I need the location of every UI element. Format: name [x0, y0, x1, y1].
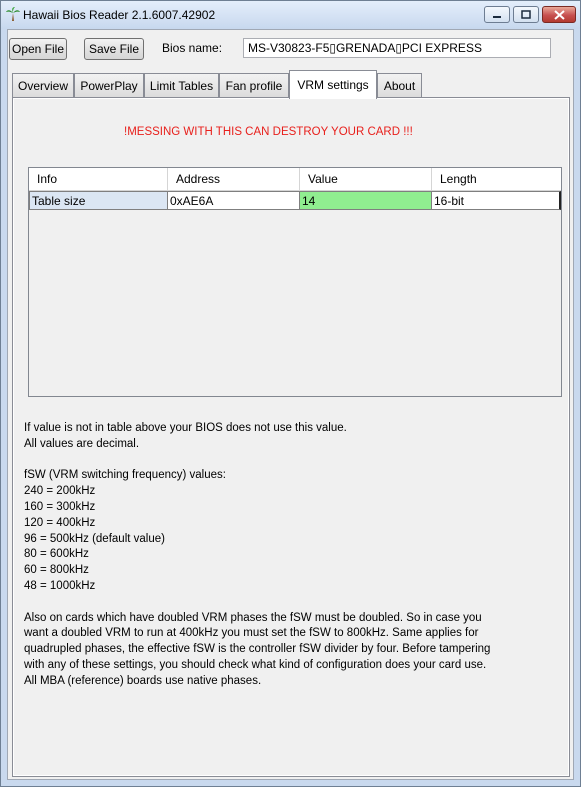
- note-line: quadrupled phases, the effective fSW is the controller fSW divider by four. Before tampering: [24, 643, 491, 656]
- panel-body: [14, 99, 568, 775]
- table-header: [29, 168, 561, 191]
- note-line: 240 = 200kHz: [24, 485, 96, 498]
- note-line: [24, 453, 544, 469]
- column-header-address[interactable]: Address: [168, 168, 300, 190]
- window-title: Hawaii Bios Reader 2.1.6007.42902: [23, 8, 216, 22]
- client-area: [7, 29, 574, 780]
- tab-powerplay[interactable]: PowerPlay: [74, 73, 144, 97]
- note-line: 96 = 500kHz (default value): [24, 532, 165, 545]
- note-line: fSW (VRM switching frequency) values:: [24, 469, 226, 482]
- bios-name-field[interactable]: [243, 38, 551, 58]
- help-notes: [24, 421, 544, 690]
- note-line: want a doubled VRM to run at 400kHz you must set the fSW to 800kHz. Same applies for: [24, 627, 479, 640]
- maximize-button[interactable]: [513, 6, 539, 23]
- cell-info[interactable]: Table size: [30, 192, 168, 209]
- tab-vrm-settings[interactable]: VRM settings: [289, 70, 377, 99]
- bios-name-label: Bios name:: [162, 41, 223, 55]
- note-line: 120 = 400kHz: [24, 516, 96, 529]
- maximize-icon: [521, 10, 531, 19]
- table-row[interactable]: [29, 191, 561, 210]
- note-line: 48 = 1000kHz: [24, 579, 96, 592]
- tab-fan-profile[interactable]: Fan profile: [219, 73, 289, 97]
- note-line: 60 = 800kHz: [24, 564, 89, 577]
- cell-length[interactable]: 16-bit: [434, 193, 465, 208]
- note-line: with any of these settings, you should check what kind of configuration does your card use.: [24, 658, 487, 671]
- note-line: 160 = 300kHz: [24, 500, 96, 513]
- column-header-length[interactable]: Length: [440, 172, 477, 186]
- note-line: Also on cards which have doubled VRM phases the fSW must be doubled. So in case you: [24, 611, 482, 624]
- close-button[interactable]: [542, 6, 576, 23]
- minimize-button[interactable]: [484, 6, 510, 23]
- cell-value[interactable]: 14: [300, 192, 432, 209]
- note-line: If value is not in table above your BIOS does not use this value.: [24, 422, 347, 434]
- note-line: All values are decimal.: [24, 437, 140, 450]
- close-icon: [554, 10, 565, 20]
- column-header-info[interactable]: Info: [29, 168, 168, 190]
- tab-strip: [12, 70, 572, 98]
- cell-address[interactable]: 0xAE6A: [168, 192, 300, 209]
- save-file-button[interactable]: Save File: [84, 38, 144, 60]
- note-line: [24, 595, 544, 611]
- minimize-icon: [492, 11, 502, 19]
- title-bar[interactable]: [1, 1, 580, 29]
- vrm-table[interactable]: [28, 167, 562, 397]
- open-file-button[interactable]: Open File: [9, 38, 67, 60]
- vrm-settings-panel: [12, 97, 570, 777]
- note-line: All MBA (reference) boards use native phases.: [24, 674, 262, 687]
- warning-text: !MESSING WITH THIS CAN DESTROY YOUR CARD !!!: [124, 126, 413, 138]
- note-line: 80 = 600kHz: [24, 548, 89, 561]
- tab-limit-tables[interactable]: Limit Tables: [144, 73, 219, 97]
- column-header-value[interactable]: Value: [300, 168, 432, 190]
- tab-about[interactable]: About: [377, 73, 422, 97]
- tab-overview[interactable]: Overview: [12, 73, 74, 97]
- palm-tree-icon: [5, 6, 21, 22]
